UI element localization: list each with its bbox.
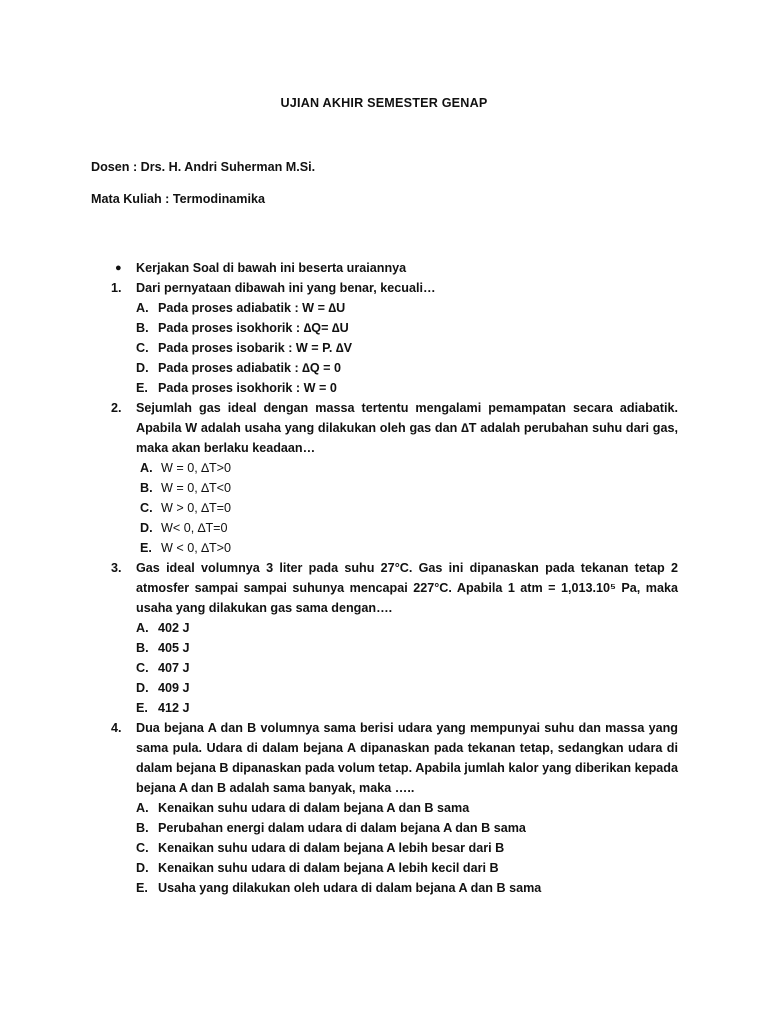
option-text: Pada proses isokhorik : ∆Q= ∆U [158, 321, 349, 335]
option-e [136, 878, 678, 898]
option-b [136, 318, 678, 338]
option-text: W< 0, ∆T=0 [161, 521, 228, 535]
option-list [136, 618, 678, 718]
option-d [136, 518, 678, 538]
option-d [136, 858, 678, 878]
option-text: W = 0, ∆T<0 [161, 481, 231, 495]
option-d [136, 358, 678, 378]
option-d [136, 678, 678, 698]
question-text: Gas ideal volumnya 3 liter pada suhu 27°C. Gas ini dipanaskan pada tekanan tetap 2 atmosfer sampai sampai suhunya mencapai 227°C. Apabila 1 atm = 1,013.10⁵ Pa, maka usaha yang dilakukan gas sama dengan…. [136, 561, 678, 615]
option-b [136, 818, 678, 838]
question-1 [91, 278, 678, 398]
option-c [136, 658, 678, 678]
option-letter: A. [136, 621, 149, 635]
option-text: 402 J [158, 621, 190, 635]
option-text: 407 J [158, 661, 190, 675]
option-e [136, 538, 678, 558]
course-line: Mata Kuliah : Termodinamika [91, 192, 266, 206]
option-text: Pada proses isokhorik : W = 0 [158, 381, 337, 395]
exam-content [91, 258, 678, 898]
option-text: 412 J [158, 701, 190, 715]
option-letter: A. [136, 301, 149, 315]
option-b [136, 478, 678, 498]
option-letter: B. [136, 321, 149, 335]
option-text: 409 J [158, 681, 190, 695]
option-text: Pada proses isobarik : W = P. ∆V [158, 341, 353, 355]
option-letter: C. [140, 501, 153, 515]
question-text: Sejumlah gas ideal dengan massa tertentu mengalami pemampatan secara adiabatik. Apabila W adalah usaha yang dilakukan oleh gas dan ∆T adalah perubahan suhu dari gas, maka akan berlaku keadaan… [136, 401, 678, 455]
option-a [136, 298, 678, 318]
option-text: W < 0, ∆T>0 [161, 541, 231, 555]
option-list [136, 798, 678, 898]
option-c [136, 338, 678, 358]
option-text: Kenaikan suhu udara di dalam bejana A lebih kecil dari B [158, 861, 499, 875]
option-c [136, 498, 678, 518]
option-text: Kenaikan suhu udara di dalam bejana A dan B sama [158, 801, 470, 815]
page-title: UJIAN AKHIR SEMESTER GENAP [280, 96, 488, 110]
option-text: Pada proses adiabatik : W = ∆U [158, 301, 346, 315]
option-letter: D. [140, 521, 153, 535]
instruction-item [91, 258, 678, 278]
option-text: Usaha yang dilakukan oleh udara di dalam bejana A dan B sama [158, 881, 542, 895]
option-letter: D. [136, 861, 149, 875]
question-number: 1. [111, 281, 122, 295]
option-text: Pada proses adiabatik : ∆Q = 0 [158, 361, 342, 375]
option-text: Perubahan energi dalam udara di dalam bejana A dan B sama [158, 821, 526, 835]
question-text: Dua bejana A dan B volumnya sama berisi udara yang mempunyai suhu dan massa yang sama pula. Udara di dalam bejana A dipanaskan pada tekanan tetap, sedangkan udara di dalam bejana B dipanaskan pada volum tetap. Apabila jumlah kalor yang diberikan kepada bejana A dan B adalah sama banyak, maka ….. [136, 721, 678, 795]
question-number: 4. [111, 721, 122, 735]
option-list [136, 458, 678, 558]
option-letter: A. [136, 801, 149, 815]
bullet-icon: ● [115, 262, 122, 274]
option-letter: D. [136, 681, 149, 695]
option-a [136, 618, 678, 638]
option-a [136, 458, 678, 478]
question-4 [91, 718, 678, 898]
instruction-text: Kerjakan Soal di bawah ini beserta uraiannya [136, 261, 407, 275]
question-text: Dari pernyataan dibawah ini yang benar, kecuali… [136, 281, 436, 295]
option-letter: C. [136, 341, 149, 355]
option-letter: C. [136, 841, 149, 855]
option-text: 405 J [158, 641, 190, 655]
option-e [136, 378, 678, 398]
option-letter: B. [140, 481, 153, 495]
question-2 [91, 398, 678, 558]
option-letter: E. [136, 701, 148, 715]
option-letter: C. [136, 661, 149, 675]
option-letter: A. [140, 461, 153, 475]
option-letter: E. [136, 881, 148, 895]
option-letter: E. [136, 381, 148, 395]
option-letter: B. [136, 641, 149, 655]
option-list [136, 298, 678, 398]
option-a [136, 798, 678, 818]
option-text: W = 0, ∆T>0 [161, 461, 231, 475]
option-text: Kenaikan suhu udara di dalam bejana A lebih besar dari B [158, 841, 505, 855]
question-number: 2. [111, 401, 122, 415]
option-letter: D. [136, 361, 149, 375]
option-text: W > 0, ∆T=0 [161, 501, 231, 515]
option-letter: E. [140, 541, 152, 555]
question-number: 3. [111, 561, 122, 575]
option-e [136, 698, 678, 718]
option-letter: B. [136, 821, 149, 835]
option-c [136, 838, 678, 858]
option-b [136, 638, 678, 658]
question-3 [91, 558, 678, 718]
lecturer-line: Dosen : Drs. H. Andri Suherman M.Si. [91, 160, 316, 174]
